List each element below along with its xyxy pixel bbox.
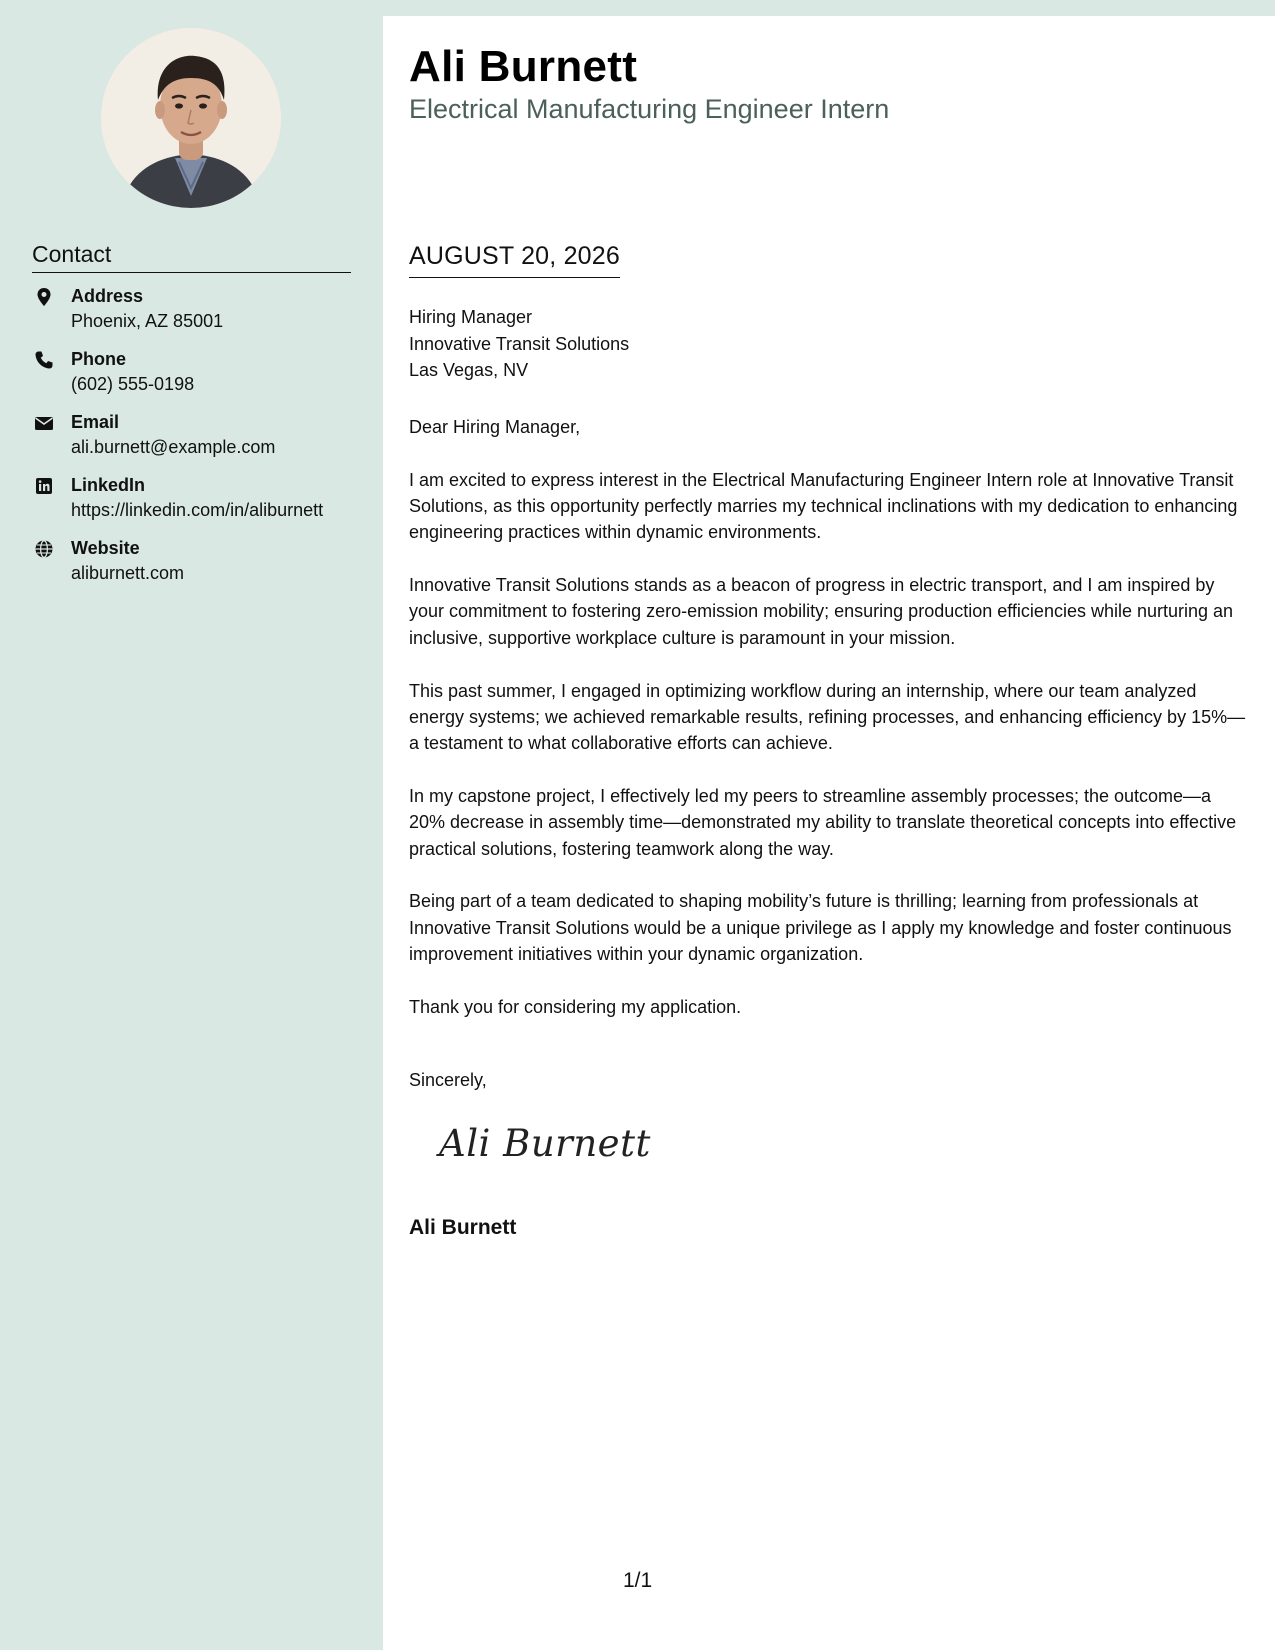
body-paragraph: Innovative Transit Solutions stands as a beacon of progress in electric transport, and I am inspired by your commitment to fostering zero-emission mobility; ensuring production efficiencies while nurturing an inclusive, supportive workplace culture is paramount in your mission. — [409, 575, 1234, 648]
location-pin-icon — [34, 287, 54, 307]
linkedin-value[interactable]: https://linkedin.com/in/aliburnett — [71, 500, 324, 520]
contact-item-website — [32, 536, 362, 599]
contact-item-address — [32, 284, 362, 347]
body-paragraph: Being part of a team dedicated to shaping mobility’s future is thrilling; learning from professionals at Innovative Transit Solutions would be a unique privilege as I apply my knowledge and foster continuous improvement initiatives within your dynamic organization. — [409, 891, 1232, 964]
contact-label: Website — [71, 538, 140, 558]
recipient-block — [409, 304, 629, 384]
body-paragraph: In my capstone project, I effectively led my peers to streamline assembly processes; the outcome—a 20% decrease in assembly time—demonstrated my ability to translate theoretical concepts into effective practical solutions, fostering teamwork along the way. — [409, 785, 1237, 859]
closing: Sincerely, — [409, 1070, 487, 1090]
contact-label: LinkedIn — [71, 475, 146, 495]
letter-panel — [383, 16, 1275, 1650]
handwritten-signature: Ali Burnett — [439, 1122, 651, 1165]
envelope-icon — [34, 413, 54, 433]
applicant-name: Ali Burnett — [409, 42, 638, 91]
body-paragraph: I am excited to express interest in the Electrical Manufacturing Engineer Intern role at Innovative Transit Solutions, as this opportunity perfectly marries my technical inclinations with my dedication to enhancing engineering practices within dynamic environments. — [409, 469, 1238, 543]
phone-value: (602) 555-0198 — [71, 374, 195, 394]
website-value[interactable]: aliburnett.com — [71, 563, 185, 583]
thank-you-line: Thank you for considering my application. — [409, 996, 742, 1017]
profile-photo — [101, 28, 281, 208]
recipient-line: Innovative Transit Solutions — [409, 333, 630, 354]
contact-item-phone — [32, 347, 362, 410]
signer-name: Ali Burnett — [409, 1216, 517, 1239]
sidebar — [0, 0, 383, 1650]
contact-heading: Contact — [32, 241, 351, 273]
page-number: 1/1 — [623, 1569, 653, 1592]
recipient-line: Las Vegas, NV — [409, 360, 529, 380]
body-paragraph: This past summer, I engaged in optimizing workflow during an internship, where our team analyzed energy systems; we achieved remarkable results, refining processes, and enhancing efficiency by 15%—a testament to what collaborative efforts can achieve. — [409, 680, 1246, 754]
linkedin-icon — [34, 476, 54, 496]
globe-icon — [34, 539, 54, 559]
email-value[interactable]: ali.burnett@example.com — [71, 437, 276, 457]
recipient-line: Hiring Manager — [409, 307, 533, 327]
greeting: Dear Hiring Manager, — [409, 417, 581, 437]
contact-label: Email — [71, 412, 120, 432]
contact-item-email — [32, 410, 362, 473]
job-title: Electrical Manufacturing Engineer Intern — [409, 94, 890, 124]
contact-label: Address — [71, 286, 144, 306]
letter-date: AUGUST 20, 2026 — [409, 242, 620, 278]
contact-label: Phone — [71, 349, 127, 369]
phone-icon — [34, 350, 54, 370]
contact-item-linkedin — [32, 473, 362, 536]
letter-body — [409, 414, 1251, 1047]
contact-list — [32, 284, 362, 599]
address-value: Phoenix, AZ 85001 — [71, 311, 224, 331]
